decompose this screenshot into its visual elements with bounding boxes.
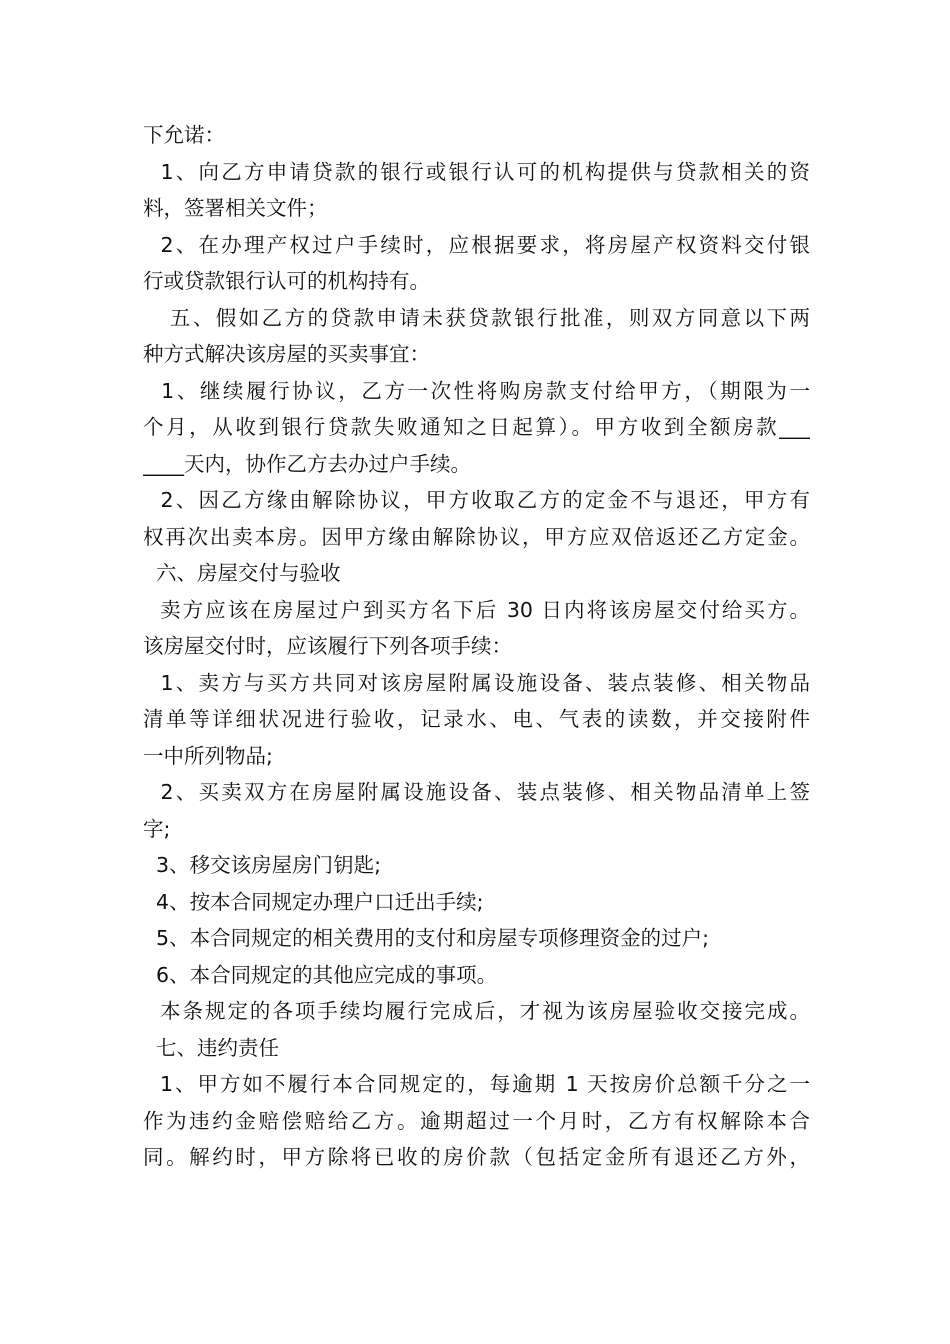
text-line: 1、卖方与买方共同对该房屋附属设施设备、装点装修、相关物品	[143, 670, 810, 695]
text-line: 同。解约时，甲方除将已收的房价款（包括定金所有退还乙方外，	[143, 1145, 810, 1169]
text-line: 种方式解决该房屋的买卖事宜：	[143, 342, 430, 366]
text-line: 2、买卖双方在房屋附属设施设备、装点装修、相关物品清单上签	[143, 780, 810, 804]
text-line: 五、假如乙方的贷款申请未获贷款银行批准，则双方同意以下两	[143, 305, 810, 330]
text-line: 1、甲方如不履行本合同规定的，每逾期 1 天按房价总额千分之一	[143, 1072, 810, 1096]
text-line: 2、在办理产权过户手续时，应根据要求，将房屋产权资料交付银	[143, 232, 810, 257]
text-line: 料，签署相关文件；	[143, 196, 328, 220]
text-line: 1、向乙方申请贷款的银行或银行认可的机构提供与贷款相关的资	[143, 159, 810, 184]
text-line: 行或贷款银行认可的机构持有。	[143, 269, 430, 293]
text-line: 1、继续履行协议，乙方一次性将购房款支付给甲方，（期限为一	[143, 378, 810, 403]
text-line: 该房屋交付时，应该履行下列各项手续：	[143, 634, 512, 658]
text-line: 权再次出卖本房。因甲方缘由解除协议，甲方应双倍返还乙方定金。	[143, 524, 810, 549]
text-line: 本条规定的各项手续均履行完成后，才视为该房屋验收交接完成。	[143, 999, 810, 1023]
text-line: 个月，从收到银行贷款失败通知之日起算）。甲方收到全额房款___	[143, 415, 810, 439]
text-line: 字;	[143, 816, 171, 841]
text-line: 六、房屋交付与验收	[143, 561, 341, 585]
text-line: 下允诺：	[143, 123, 225, 147]
text-line: 七、违约责任	[143, 1035, 280, 1060]
text-line: 3、移交该房屋房门钥匙;	[143, 853, 381, 877]
document-body	[143, 117, 810, 1176]
text-line: 清单等详细状况进行验收，记录水、电、气表的读数，并交接附件	[143, 707, 810, 731]
text-line: 2、因乙方缘由解除协议，甲方收取乙方的定金不与退还，甲方有	[143, 488, 810, 512]
text-line: 4、按本合同规定办理户口迁出手续;	[143, 889, 484, 914]
text-line: 5、本合同规定的相关费用的支付和房屋专项修理资金的过户;	[143, 926, 709, 950]
text-line: ____天内，协作乙方去办过户手续。	[143, 451, 471, 476]
text-line: 一中所列物品;	[143, 743, 273, 768]
text-line: 卖方应该在房屋过户到买方名下后 30 日内将该房屋交付给买方。	[143, 597, 810, 622]
text-line: 作为违约金赔偿赔给乙方。逾期超过一个月时，乙方有权解除本合	[143, 1108, 810, 1133]
text-line: 6、本合同规定的其他应完成的事项。	[143, 962, 498, 987]
